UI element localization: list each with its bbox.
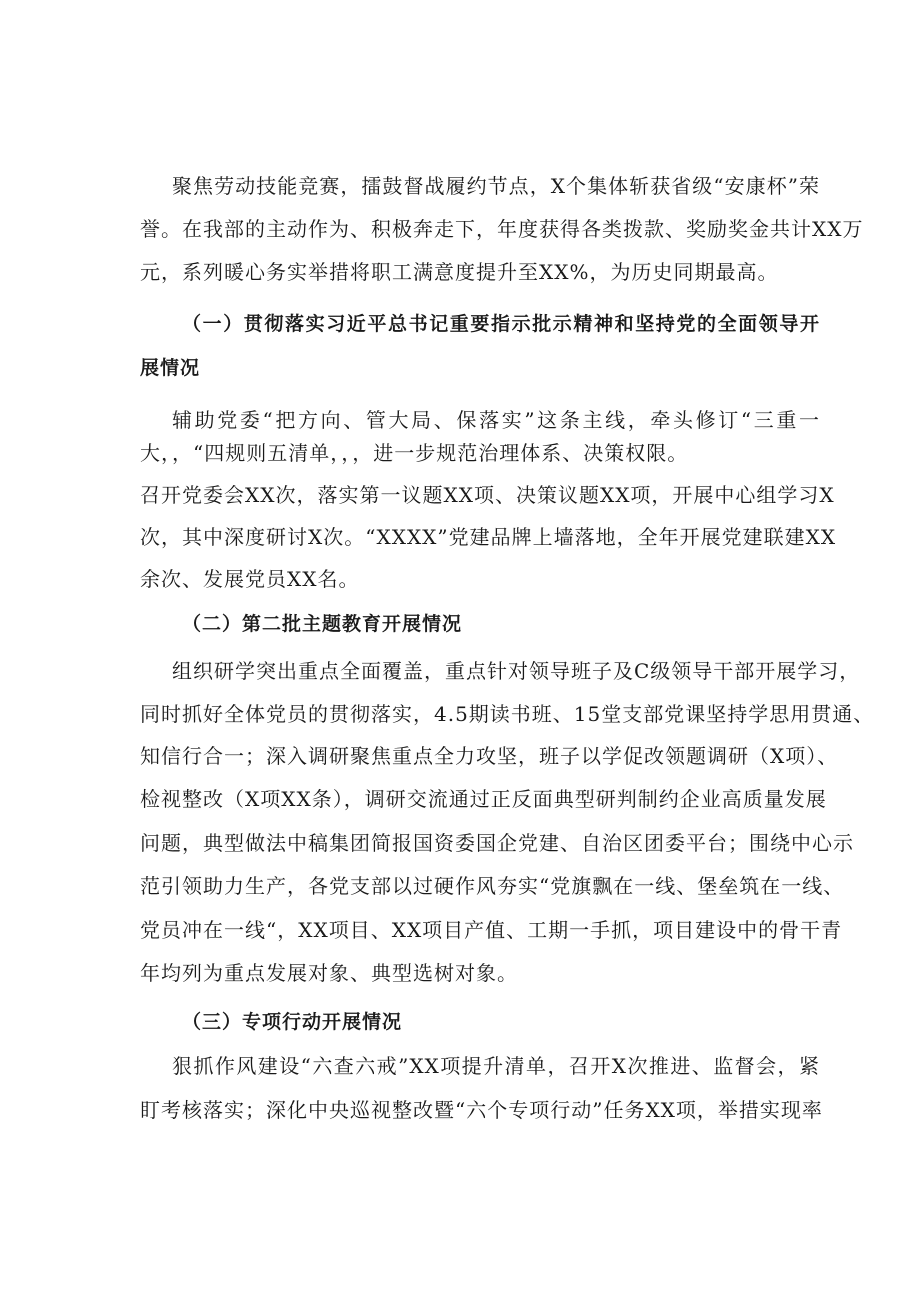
paragraph-line: 同时抓好全体党员的贯彻落实，4.5期读书班、15堂支部党课坚持学思用贯通、	[140, 702, 875, 726]
paragraph-line: 检视整改（X项XX条），调研交流通过正反面典型研判制约企业高质量发展	[140, 787, 827, 811]
paragraph-line: 元，系列暖心务实举措将职工满意度提升至XX%，为历史同期最高。	[140, 260, 779, 284]
paragraph-line: 党员冲在一线“，XX项目、XX项目产值、工期一手抓，项目建设中的骨干青	[140, 918, 843, 942]
section-heading-1: （一）贯彻落实习近平总书记重要指示批示精神和坚持党的全面领导开	[182, 313, 820, 335]
paragraph-line: 誉。在我部的主动作为、积极奔走下，年度获得各类拨款、奖励奖金共计XX万	[140, 217, 864, 241]
section-heading-2: （二）第二批主题教育开展情况	[182, 613, 463, 635]
paragraph-line: 狠抓作风建设“六查六戒”XX项提升清单，召开X次推进、监督会，紧	[172, 1054, 820, 1078]
paragraph-line: 聚焦劳动技能竞赛，擂鼓督战履约节点，X个集体斩获省级“安康杯”荣	[172, 174, 820, 198]
paragraph-line: 召开党委会XX次，落实第一议题XX项、决策议题XX项，开展中心组学习X	[140, 483, 835, 507]
section-heading-3: （三）专项行动开展情况	[182, 1011, 403, 1033]
paragraph-line: 盯考核落实；深化中央巡视整改暨“六个专项行动”任务XX项，举措实现率	[140, 1098, 823, 1122]
paragraph-line: 余次、发展党员XX名。	[140, 567, 360, 591]
paragraph-line: 组织研学突出重点全面覆盖，重点针对领导班子及C级领导干部开展学习，	[172, 659, 861, 683]
paragraph-line: 知信行合一；深入调研聚焦重点全力攻坚，班子以学促改领题调研（X项）、	[140, 744, 839, 768]
paragraph-line: 辅助党委“把方向、管大局、保落实”这条主线，牵头修订“三重一	[172, 408, 820, 432]
section-heading-1-cont: 展情况	[140, 357, 201, 379]
paragraph-line: 年均列为重点发展对象、典型选树对象。	[140, 961, 518, 985]
paragraph-line: 次，其中深度研讨X次。“XXXX”党建品牌上墙落地，全年开展党建联建XX	[140, 525, 837, 549]
paragraph-line: 范引领助力生产，各党支部以过硬作风夯实“党旗飘在一线、堡垒筑在一线、	[140, 874, 845, 898]
paragraph-line: 问题，典型做法中稿集团简报国资委国企党建、自治区团委平台；围绕中心示	[140, 831, 854, 855]
paragraph-line: 大，，“四规则五清单，，，进一步规范治理体系、决策权限。	[140, 441, 689, 465]
